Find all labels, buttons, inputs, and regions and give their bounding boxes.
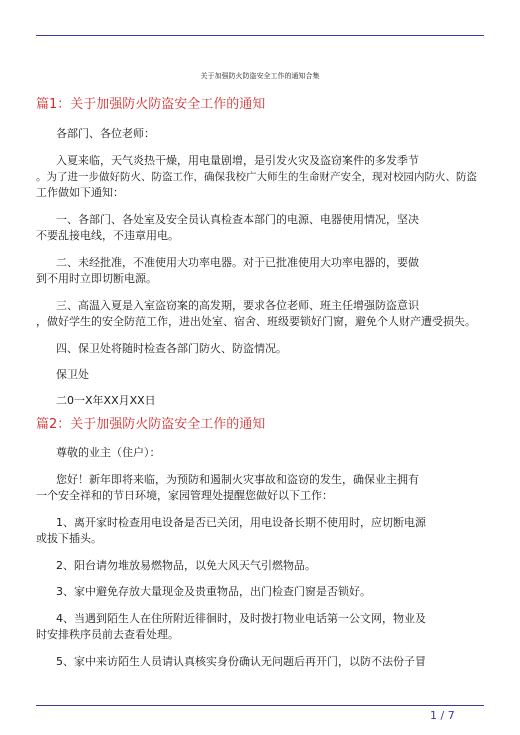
paragraph-line: 二、未经批准，不准使用大功率电器。对于已批准使用大功率电器的，要做 <box>56 256 419 269</box>
paragraph-line: 2、阳台请勿堆放易燃物品，以免大风天气引燃物品。 <box>56 559 316 572</box>
paragraph-line: 或拔下插头。 <box>36 532 102 545</box>
paragraph-line: 工作做如下通知： <box>36 186 124 199</box>
paragraph-line: 5、家中来访陌生人员请认真核实身份确认无问题后再开门，以防不法份子冒 <box>56 655 426 668</box>
paragraph-line: 。为了进一步做好防火、防盗工作，确保我校广大师生的生命财产安全，现对校园内防火、防盗 <box>36 171 477 183</box>
signature: 保卫处 <box>56 368 89 381</box>
paragraph-line: 入夏来临，天气炎热干燥，用电量剧增，是引发火灾及盗窃案件的多发季节 <box>56 154 419 167</box>
greeting-1: 各部门、各位老师： <box>56 127 155 140</box>
paragraph-line: ，做好学生的安全防范工作，进出处室、宿舍、班级要锁好门窗，避免个人财产遭受损失。 <box>36 315 476 328</box>
paragraph-line: 您好！新年即将来临，为预防和遏制火灾事故和盗窃的发生，确保业主拥有 <box>56 473 419 486</box>
section-heading-1: 篇1：关于加强防火防盗安全工作的通知 <box>36 97 266 112</box>
document-title: 关于加强防火防盗安全工作的通知合集 <box>200 72 320 80</box>
paragraph-line: 不要乱接电线，不违章用电。 <box>36 229 179 242</box>
paragraph-line: 4、当遇到陌生人在住所附近徘徊时，及时拨打物业电话第一公文网，物业及 <box>56 612 426 625</box>
paragraph-line: 时安排秩序员前去查看处理。 <box>36 628 179 641</box>
paragraph-line: 1、离开家时检查用电设备是否已关闭，用电设备长期不使用时，应切断电源 <box>56 516 426 529</box>
paragraph-line: 一个安全祥和的节日环境，家园管理处提醒您做好以下工作： <box>36 489 333 502</box>
date: 二0一X年XX月XX日 <box>56 394 156 407</box>
page-number: 1 / 7 <box>430 709 455 722</box>
header-rule <box>36 35 484 36</box>
paragraph-line: 3、家中避免存放大量现金及贵重物品，出门检查门窗是否锁好。 <box>56 585 371 598</box>
paragraph-line: 三、高温入夏是入室盗窃案的高发期，要求各位老师、班主任增强防盗意识 <box>56 299 419 312</box>
paragraph-line: 四、保卫处将随时检查各部门防火、防盗情况。 <box>56 342 287 355</box>
footer-rule <box>36 705 484 706</box>
greeting-2: 尊敬的业主（住户）： <box>56 446 161 459</box>
paragraph-line: 一、各部门、各处室及安全员认真检查本部门的电源、电器使用情况，坚决 <box>56 213 419 226</box>
paragraph-line: 到不用时立即切断电源。 <box>36 272 157 285</box>
section-heading-2: 篇2：关于加强防火防盗安全工作的通知 <box>36 417 266 432</box>
